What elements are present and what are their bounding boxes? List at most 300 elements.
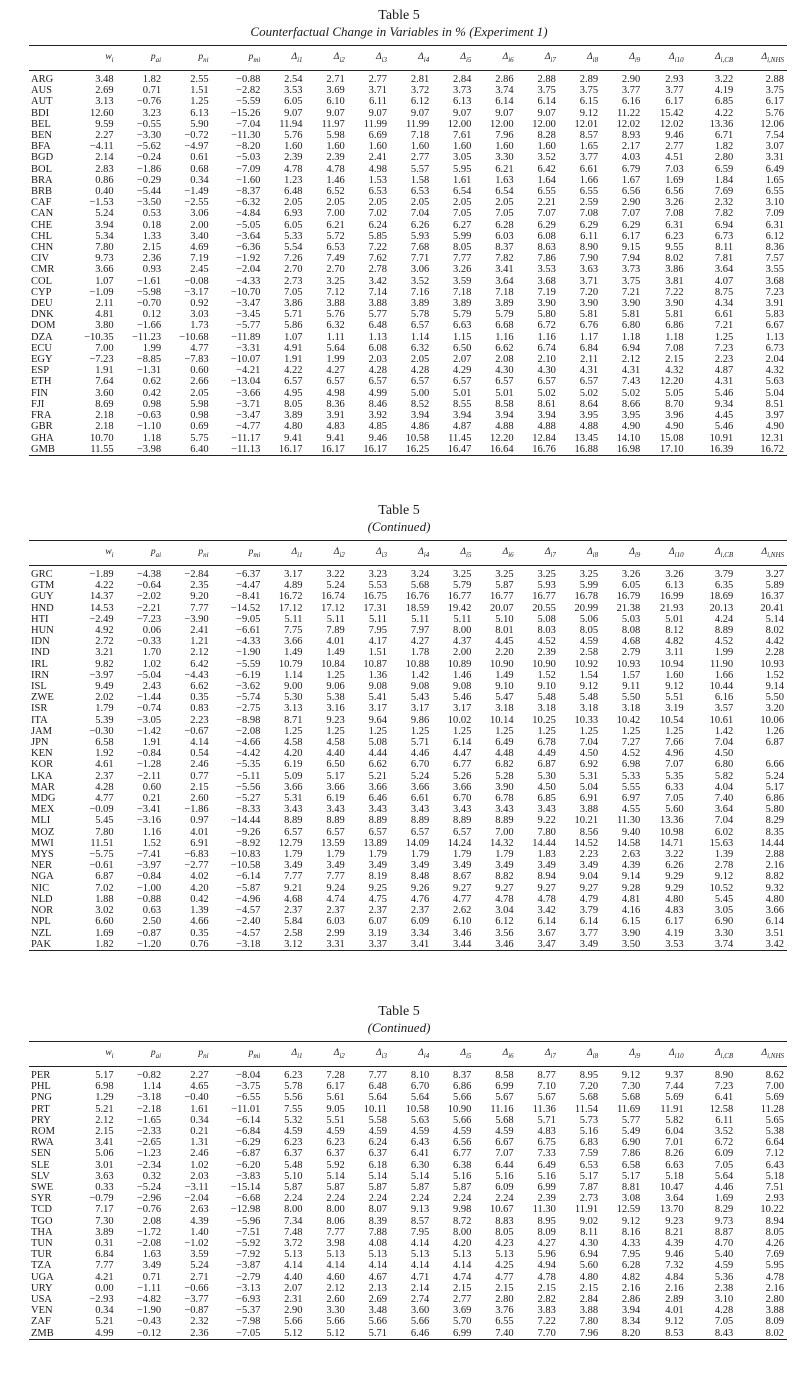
table-cell: 20.41	[760, 602, 784, 614]
table-cell: 8.81	[621, 1182, 641, 1194]
table-cell: 3.26	[665, 569, 684, 580]
table-cell: 6.37	[326, 1148, 345, 1160]
table-cell: 8.83	[495, 1215, 514, 1227]
table-cell: 5.09	[284, 770, 303, 782]
table-cell: 12.00	[447, 118, 472, 130]
country-code: ARG	[31, 74, 54, 85]
table-cell: 7.80	[95, 242, 114, 254]
table-cell: 5.16	[453, 1170, 472, 1182]
table-cell: 6.84	[579, 342, 599, 354]
table-cell: 9.07	[326, 107, 345, 119]
table-cell: 8.19	[368, 871, 387, 883]
table-cell: 0.31	[95, 1238, 114, 1250]
table-cell: 1.65	[579, 141, 599, 153]
table-cell: 8.72	[453, 1215, 472, 1227]
country-code: HTI	[31, 613, 49, 625]
table-cell: 7.44	[665, 1081, 684, 1093]
table-cell: −3.41	[136, 804, 162, 816]
table-cell: 6.17	[621, 230, 641, 242]
table-cell: 4.21	[95, 1271, 114, 1283]
table-cell: 6.30	[410, 1159, 430, 1171]
table-cell: −4.77	[236, 421, 261, 433]
table-cell: 5.87	[368, 1182, 387, 1194]
table-cell: 8.89	[714, 625, 734, 637]
table-cell: 10.42	[616, 714, 641, 726]
table-cell: 3.06	[410, 264, 430, 276]
table-cell: 7.55	[284, 1103, 303, 1115]
table-cell: 16.99	[659, 591, 684, 603]
table-cell: 2.02	[95, 692, 114, 704]
table-cell: −7.83	[184, 354, 209, 366]
table-cell: 8.35	[765, 826, 784, 838]
table-cell: 2.46	[190, 759, 209, 771]
table-cell: 3.52	[410, 275, 430, 287]
header-symbol: Δ	[587, 547, 593, 558]
table-cell: 6.99	[495, 1081, 514, 1093]
table-cell: 1.57	[621, 669, 641, 681]
table-cell: 3.31	[306, 939, 348, 951]
table-cell: 2.27	[95, 130, 114, 142]
table-cell: 5.14	[410, 1170, 430, 1182]
table-cell: −3.64	[236, 230, 261, 242]
table-cell: 5.10	[495, 613, 514, 625]
table-cell: 2.27	[190, 1070, 209, 1081]
table-cell: 4.46	[714, 1182, 734, 1194]
table-cell: 5.61	[326, 1092, 345, 1104]
table-cell: 3.46	[453, 927, 472, 939]
header-subscript: i3	[381, 1051, 387, 1060]
table-cell: 3.22	[714, 74, 734, 85]
table-cell: 3.95	[621, 410, 641, 422]
table-cell: −11.89	[231, 331, 261, 343]
table-cell: 4.69	[190, 242, 209, 254]
table-cell: 16.64	[474, 444, 516, 456]
table-cell: 8.08	[621, 625, 641, 637]
table-cell: 3.94	[453, 410, 472, 422]
table-cell: 9.23	[326, 714, 345, 726]
table-cell: 3.25	[495, 569, 514, 580]
table-cell: 7.57	[765, 253, 784, 265]
table-cell: 7.18	[453, 286, 472, 298]
table-cell: 6.77	[453, 759, 472, 771]
header-symbol: Δ	[544, 52, 551, 63]
table-cell: −4.97	[184, 141, 209, 153]
data-table	[29, 540, 787, 951]
table-cell: 5.78	[284, 1081, 303, 1093]
header-symbol: p	[150, 1048, 156, 1059]
table-cell: 6.21	[495, 163, 514, 175]
table-cell: −3.16	[136, 815, 162, 827]
table-cell: 4.91	[284, 342, 303, 354]
column-header	[212, 541, 264, 566]
header-subscript: i	[111, 55, 114, 64]
table-cell: 4.99	[69, 1328, 117, 1340]
table-cell: 1.25	[579, 725, 599, 737]
table-cell: 11.69	[617, 1103, 641, 1115]
column-header	[212, 46, 264, 71]
header-symbol: Δ	[544, 547, 551, 558]
header-subscript: i1	[297, 550, 303, 559]
header-row	[29, 46, 787, 71]
table-cell: 2.59	[579, 197, 599, 209]
table-cell: 6.80	[621, 320, 641, 332]
table-cell: 6.57	[410, 376, 430, 388]
table-cell: −5.87	[236, 882, 261, 894]
table-cell: 7.75	[284, 625, 303, 637]
table-cell: 7.82	[495, 253, 514, 265]
header-subscript: i,CB	[720, 55, 734, 64]
table-cell: 5.54	[284, 242, 303, 254]
table-cell: 3.49	[579, 860, 599, 872]
table-cell: 2.58	[284, 927, 303, 939]
table-cell: 1.25	[410, 725, 430, 737]
table-cell: 2.89	[665, 1294, 684, 1306]
table-cell: 4.01	[665, 1305, 684, 1317]
table-cell: 2.37	[368, 905, 387, 917]
table-cell: 5.32	[284, 1114, 303, 1126]
table-cell: −0.87	[136, 927, 162, 939]
table-cell: −4.57	[236, 927, 261, 939]
table-cell: 5.24	[410, 770, 430, 782]
table-cell: 20.07	[490, 602, 514, 614]
country-code: SLV	[31, 1170, 50, 1182]
table-cell: −15.26	[230, 107, 261, 119]
table-cell: 5.30	[537, 770, 556, 782]
header-subscript: mi	[253, 1051, 261, 1060]
table-cell: 7.77	[453, 253, 472, 265]
table-row	[29, 625, 787, 636]
table-cell: −2.04	[184, 1193, 209, 1205]
table-cell: 8.37	[453, 1070, 472, 1081]
table-cell: 4.90	[621, 421, 641, 433]
table-cell: 1.25	[621, 725, 641, 737]
table-cell: −1.86	[136, 163, 162, 175]
table-cell: 4.20	[453, 1238, 472, 1250]
table-cell: 4.32	[665, 365, 684, 377]
country-code: NER	[31, 860, 52, 872]
table-cell: 2.11	[580, 354, 599, 366]
table-cell: 2.36	[142, 253, 162, 265]
table-cell: 3.05	[453, 152, 472, 164]
table-row	[29, 871, 787, 882]
table-cell: 7.34	[284, 1215, 303, 1227]
table-cell: 0.34	[190, 174, 209, 186]
table-cell: 8.90	[579, 242, 599, 254]
table-row	[29, 1126, 787, 1137]
table-cell: 4.01	[190, 826, 209, 838]
table-cell: 5.18	[765, 1170, 784, 1182]
table-cell: 4.86	[410, 421, 430, 433]
header-symbol: p	[248, 1048, 254, 1059]
column-header	[69, 541, 117, 566]
table-cell: 3.43	[368, 804, 387, 816]
table-cell: 1.61	[190, 1103, 209, 1115]
table-cell: 7.77	[326, 1226, 345, 1238]
country-code: RWA	[31, 1137, 54, 1149]
country-code: FIN	[31, 387, 48, 399]
country-code: ZAF	[31, 1316, 51, 1328]
table-cell: 2.16	[765, 860, 784, 872]
table-cell: 5.83	[765, 309, 784, 321]
table-cell: 11.99	[363, 118, 387, 130]
table-cell: −9.05	[236, 613, 261, 625]
table-cell: 6.26	[410, 219, 430, 231]
table-cell: 0.77	[190, 770, 209, 782]
column-header	[348, 1042, 390, 1067]
table-cell: 8.29	[765, 815, 784, 827]
column-header	[643, 1042, 686, 1067]
table-row	[29, 1328, 787, 1340]
table-cell: 7.22	[537, 1316, 556, 1328]
table-cell: 4.52	[714, 636, 734, 648]
table-cell: 8.39	[368, 1215, 387, 1227]
table-cell: 2.78	[368, 264, 387, 276]
table-cell: 5.63	[410, 1114, 430, 1126]
table-cell: 9.46	[368, 432, 387, 444]
table-cell: 2.39	[537, 647, 556, 659]
table-cell: −1.60	[236, 174, 261, 186]
table-cell: 5.17	[765, 781, 784, 793]
table-subtitle: (Continued)	[367, 519, 431, 534]
table-cell: 11.16	[490, 1103, 514, 1115]
country-code: CAF	[31, 197, 52, 209]
table-cell: 2.72	[95, 636, 114, 648]
table-cell: 3.59	[190, 1249, 209, 1261]
table-row	[29, 1115, 787, 1126]
table-row	[29, 692, 787, 703]
table-cell: 11.97	[321, 118, 345, 130]
table-cell: 5.67	[495, 1092, 514, 1104]
table-cell: 3.90	[665, 298, 684, 310]
table-cell: 2.28	[765, 647, 784, 659]
table-cell: 6.72	[537, 320, 556, 332]
table-cell: 9.55	[665, 242, 684, 254]
table-cell: 5.79	[495, 309, 514, 321]
table-cell: 3.94	[410, 410, 430, 422]
table-cell: −10.68	[179, 331, 209, 343]
table-cell: 11.28	[760, 1103, 784, 1115]
header-subscript: i8	[592, 1051, 599, 1060]
table-cell: 3.75	[537, 85, 556, 97]
table-row	[29, 860, 787, 871]
table-cell: 7.28	[326, 1070, 345, 1081]
header-subscript: ni	[203, 1051, 209, 1060]
column-header	[432, 46, 474, 71]
table-cell: 3.64	[665, 1193, 684, 1205]
table-row	[29, 388, 787, 399]
country-code: KEN	[31, 748, 53, 760]
table-cell: 3.72	[284, 1238, 303, 1250]
header-symbol: Δ	[761, 52, 768, 63]
table-cell: 3.43	[284, 804, 303, 816]
country-code: HND	[31, 602, 54, 614]
table-cell: 3.60	[410, 1305, 430, 1317]
table-cell: 12.31	[760, 432, 784, 444]
column-header	[559, 541, 601, 566]
table-cell: 1.60	[284, 141, 303, 153]
table-cell: 2.16	[621, 1282, 641, 1294]
table-cell: 5.08	[537, 613, 556, 625]
table-row	[29, 1238, 787, 1249]
table-cell: 6.32	[326, 320, 345, 332]
table-cell: 1.25	[368, 725, 387, 737]
table-cell: 2.82	[537, 1294, 556, 1306]
header-symbol: p	[150, 547, 156, 558]
table-cell: −3.30	[136, 130, 162, 142]
table-cell: 5.56	[284, 1092, 303, 1104]
table-cell: 5.17	[95, 1070, 114, 1081]
table-cell: 15.08	[659, 432, 684, 444]
table-cell: −8.85	[136, 354, 162, 366]
table-cell: 2.93	[665, 74, 684, 85]
country-code: COL	[31, 275, 52, 287]
column-header	[601, 541, 643, 566]
table-cell: 1.79	[326, 849, 345, 861]
column-header	[29, 541, 69, 566]
table-cell: 1.25	[284, 725, 303, 737]
table-cell: 7.77	[95, 1260, 114, 1272]
table-cell: 8.05	[765, 1226, 784, 1238]
table-cell: −2.82	[236, 85, 261, 97]
table-cell: 16.79	[616, 591, 641, 603]
table-row	[29, 1294, 787, 1305]
table-cell: 3.44	[432, 939, 474, 951]
table-cell: 8.56	[579, 826, 599, 838]
table-cell: 13.70	[659, 1204, 684, 1216]
table-cell: −0.84	[136, 871, 162, 883]
country-code: KOR	[31, 759, 54, 771]
table-row	[29, 220, 787, 231]
table-cell: 3.72	[410, 85, 430, 97]
table-title: Table 5	[378, 8, 420, 23]
table-cell: 8.58	[495, 398, 514, 410]
table-cell: 6.37	[368, 1148, 387, 1160]
table-cell: 9.27	[537, 882, 556, 894]
table-cell: 3.23	[142, 107, 162, 119]
table-cell: 6.85	[537, 793, 556, 805]
table-cell: 6.31	[765, 219, 784, 231]
table-cell: 4.80	[284, 421, 303, 433]
table-cell: 6.16	[714, 692, 734, 704]
table-cell: 1.67	[621, 174, 641, 186]
table-cell: 6.40	[164, 444, 212, 456]
table-cell: 5.11	[326, 613, 345, 625]
table-cell: 1.39	[190, 905, 209, 917]
table-cell: 2.63	[621, 849, 641, 861]
table-cell: 5.57	[410, 163, 430, 175]
header-symbol: Δ	[629, 1048, 635, 1059]
table-cell: 9.27	[495, 882, 514, 894]
country-code: NGA	[31, 871, 54, 883]
table-cell: 6.86	[765, 793, 784, 805]
country-code: ISL	[31, 681, 47, 693]
table-cell: 5.06	[95, 1148, 114, 1160]
table-cell: 6.23	[284, 1137, 303, 1149]
table-cell: 3.17	[284, 569, 303, 580]
table-cell: 8.09	[765, 1316, 784, 1328]
table-cell: 5.66	[368, 1316, 387, 1328]
table-cell: −7.04	[236, 118, 261, 130]
table-cell: 8.09	[537, 1226, 556, 1238]
table-cell: 2.37	[95, 770, 114, 782]
table-cell: 13.59	[321, 837, 345, 849]
country-code: BOL	[31, 163, 52, 175]
table-cell: 2.99	[326, 927, 345, 939]
table-cell: 3.47	[517, 939, 559, 951]
table-cell: 7.86	[537, 253, 556, 265]
table-cell: 4.80	[665, 893, 684, 905]
column-header	[390, 46, 432, 71]
table-cell: −6.36	[236, 242, 261, 254]
table-cell: 3.41	[495, 264, 514, 276]
country-code: BEL	[31, 118, 51, 130]
header-symbol: Δ	[333, 547, 340, 558]
table-cell: 2.24	[453, 1193, 472, 1205]
table-cell: 2.80	[495, 1294, 514, 1306]
table-cell: −0.72	[184, 130, 209, 142]
table-cell: 6.86	[453, 1081, 472, 1093]
table-cell: 3.43	[537, 804, 556, 816]
table-cell: −14.44	[230, 815, 261, 827]
table-cell: 1.14	[142, 1081, 162, 1093]
table-cell: −4.96	[236, 893, 261, 905]
table-cell: 8.01	[495, 625, 514, 637]
table-cell: 0.32	[142, 1170, 162, 1182]
table-cell: 3.26	[665, 197, 684, 209]
table-cell: 1.69	[665, 174, 684, 186]
table-cell: 3.25	[453, 569, 472, 580]
table-cell: 2.15	[453, 1282, 472, 1294]
table-cell: 6.18	[368, 1159, 387, 1171]
table-cell: 3.91	[326, 410, 345, 422]
table-cell: 10.89	[447, 658, 472, 670]
table-cell: 1.33	[142, 230, 162, 242]
table-cell: 3.66	[453, 781, 472, 793]
table-cell: 8.28	[537, 130, 556, 142]
table-cell: 3.34	[410, 927, 430, 939]
table-cell: 0.00	[95, 1282, 114, 1294]
column-header	[117, 46, 165, 71]
table-cell: −0.08	[184, 275, 209, 287]
table-cell: 7.22	[368, 242, 387, 254]
table-cell: −1.72	[136, 1226, 162, 1238]
table-cell: 1.70	[142, 647, 162, 659]
table-row	[29, 410, 787, 421]
table-cell: −2.08	[236, 725, 261, 737]
table-cell: 3.03	[190, 309, 209, 321]
table-cell: −4.66	[236, 737, 261, 749]
table-cell: 6.12	[410, 96, 430, 108]
country-code: GMB	[29, 444, 69, 456]
table-cell: −0.88	[136, 893, 162, 905]
table-cell: −3.31	[236, 342, 261, 354]
table-cell: −11.17	[231, 432, 261, 444]
table-cell: 11.22	[617, 107, 641, 119]
table-cell: 3.43	[410, 804, 430, 816]
table-cell: 7.00	[326, 208, 345, 220]
table-cell: 1.16	[495, 331, 514, 343]
table-cell: 4.25	[495, 1260, 514, 1272]
table-cell: 3.49	[453, 860, 472, 872]
table-cell: 7.01	[665, 1137, 684, 1149]
table-cell: 9.12	[579, 107, 599, 119]
table-cell: 3.25	[579, 569, 599, 580]
table-cell: 1.49	[495, 669, 514, 681]
table-cell: 7.19	[190, 253, 209, 265]
table-cell: 8.02	[736, 1328, 787, 1340]
table-cell: 5.41	[368, 692, 387, 704]
table-cell: 2.32	[190, 1316, 209, 1328]
